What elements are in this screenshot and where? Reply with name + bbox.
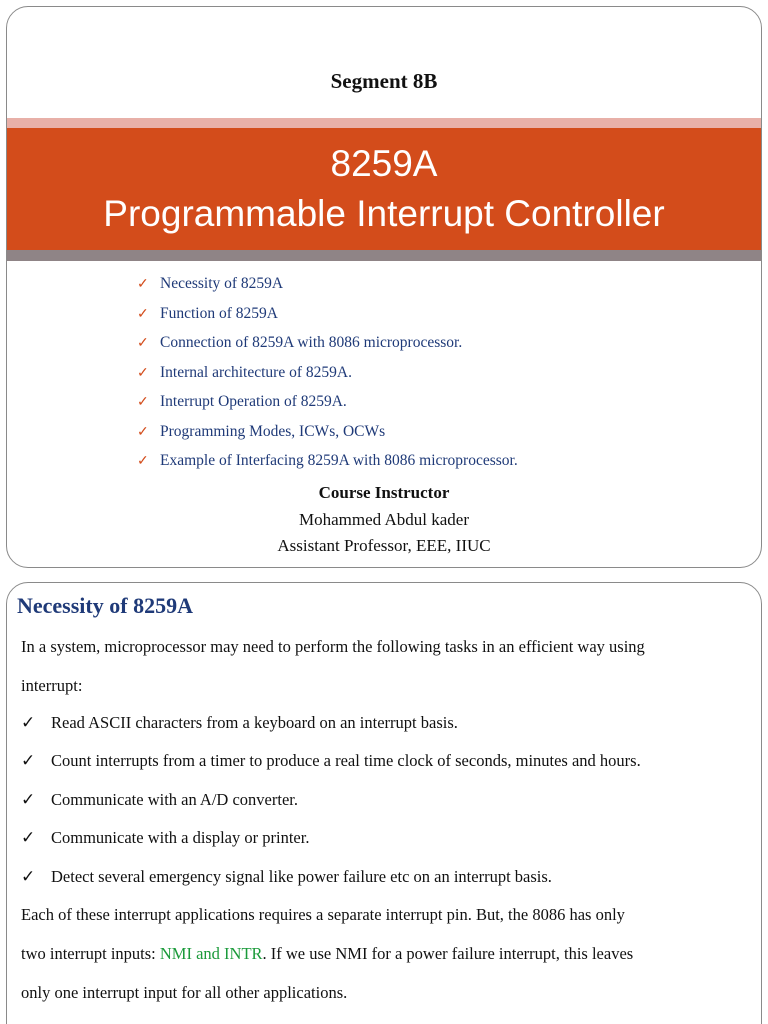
list-item [137,450,518,480]
list-item [137,391,518,421]
gray-accent-strip [7,250,761,261]
checkmark-icon: ✓ [21,867,36,886]
intro-line: interrupt: [21,676,83,695]
instructor-heading: Course Instructor [318,483,450,502]
slide-title-chip: 8259A [330,143,438,184]
checkmark-icon: ✓ [21,790,36,809]
bullet-text: Communicate with an A/D converter. [51,790,298,809]
paragraph-line [21,944,633,964]
list-item [21,828,309,848]
slide-title-name: Programmable Interrupt Controller [103,193,665,234]
checkmark-icon: ✓ [21,828,36,847]
checkmark-icon: ✓ [137,454,149,469]
paragraph-segment: two interrupt inputs: [21,944,160,963]
checkmark-icon: ✓ [137,365,149,381]
list-item [137,362,518,392]
list-item [137,273,518,303]
checkmark-icon: ✓ [21,751,36,770]
list-item [21,751,641,771]
section-heading: Necessity of 8259A [17,593,193,618]
list-item [21,790,298,810]
checkmark-icon: ✓ [137,336,149,351]
list-item [21,867,552,887]
segment-label: Segment 8B [330,69,438,93]
topic-text: Connection of 8259A with 8086 microprocessor. [160,334,463,351]
title-slide [6,6,762,568]
paragraph-line: only one interrupt input for all other applications. [21,983,348,1002]
list-item [21,713,458,733]
topic-text: Function of 8259A [160,304,278,322]
checkmark-icon: ✓ [21,713,36,732]
content-slide [6,582,762,1024]
paragraph-segment: . If we use NMI for a power failure interrupt, this leaves [262,944,634,963]
intro-line: In a system, microprocessor may need to perform the following tasks in an efficient way using [21,637,645,656]
list-item [137,421,518,451]
checkmark-icon: ✓ [137,424,149,440]
topic-list [137,273,518,480]
highlight-text: NMI and INTR [159,944,263,963]
checkmark-icon: ✓ [137,306,149,322]
topic-text: Internal architecture of 8259A. [160,363,352,381]
bullet-text: Communicate with a display or printer. [51,828,310,847]
topic-text: Example of Interfacing 8259A with 8086 microprocessor. [160,452,518,469]
bullet-text: Detect several emergency signal like power failure etc on an interrupt basis. [51,867,552,886]
instructor-name: Mohammed Abdul kader [299,510,469,529]
pink-accent-strip [7,118,761,128]
checkmark-icon: ✓ [137,277,149,292]
topic-text: Necessity of 8259A [160,275,284,292]
instructor-title: Assistant Professor, EEE, IIUC [277,536,491,555]
topic-text: Interrupt Operation of 8259A. [160,393,347,410]
list-item [137,332,518,362]
list-item [137,303,518,333]
checkmark-icon: ✓ [137,395,149,410]
topic-text: Programming Modes, ICWs, OCWs [160,422,386,440]
paragraph-line: Each of these interrupt applications requires a separate interrupt pin. But, the 8086 has only [21,905,625,924]
bullet-text: Count interrupts from a timer to produce a real time clock of seconds, minutes and hours. [51,751,641,770]
bullet-text: Read ASCII characters from a keyboard on an interrupt basis. [51,713,458,732]
